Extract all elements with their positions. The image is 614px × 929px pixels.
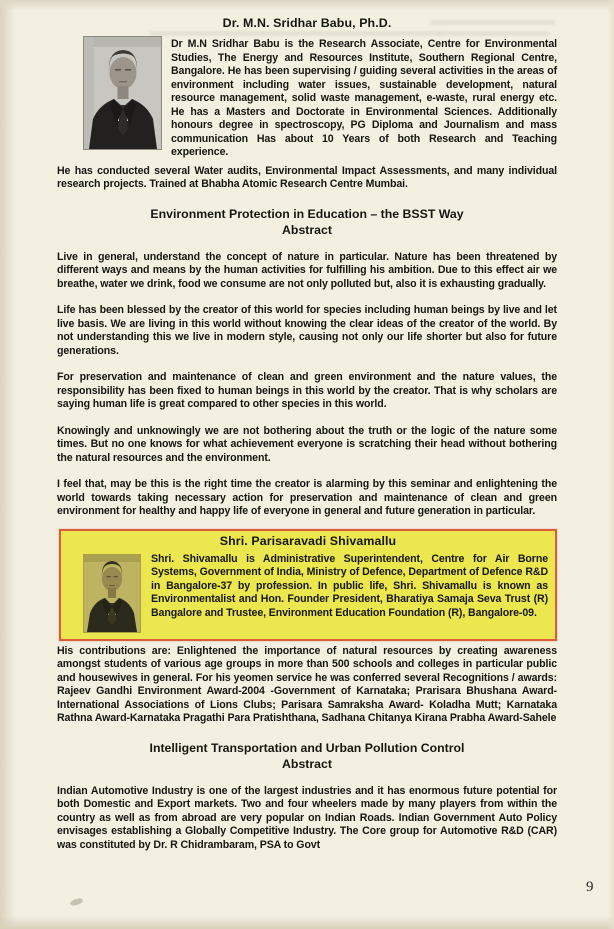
speaker2-contributions-text: His contributions are: Enlightened the importance of natural resources by creating awareness amongst students of various age groups in more than 500 schools and colleges in particular public and housewives in general. For his yeomen service he was conferred several Recognitions / awards: Rajeev Gandhi Environment Award-2004 -Government of Karnataka; Prarisara Bhushana Award-International Associations of Lions Clubs; Parisara Samraksha Award- Koladha Mutt; Karnataka Rathna Award-Karnataka Pragathi Para Pratishthana, Sadhana Chitanya Kirana Prabha Award-Sahele bbox=[57, 644, 557, 724]
abstract2-subtitle: Abstract bbox=[282, 756, 332, 771]
abstract1-title: Environment Protection in Education – the BSST Way bbox=[150, 206, 464, 221]
scan-edge-right bbox=[607, 0, 614, 929]
page-number: 9 bbox=[586, 879, 594, 895]
highlighted-bio-box bbox=[59, 529, 557, 641]
scan-smudge-artifact bbox=[69, 898, 83, 907]
abstract2-title: Intelligent Transportation and Urban Pollution Control bbox=[149, 740, 465, 755]
speaker1-bio-more-text: He has conducted several Water audits, Environmental Impact Assessments, and many individual research projects. Trained at Bhabha Atomic Research Centre Mumbai. bbox=[57, 164, 557, 190]
scan-edge-left bbox=[0, 0, 16, 929]
page-content bbox=[57, 16, 557, 852]
abstract1-paragraph-4: Knowingly and unknowingly we are not bothering about the truth or the logic of the nature some times. But no one knows for what achievement everyone is scratching their head without bothering the natural resources and the environment. bbox=[57, 424, 557, 464]
speaker1-bio-block bbox=[57, 36, 557, 160]
abstract1-subtitle: Abstract bbox=[282, 222, 332, 237]
speaker2-portrait-photo bbox=[83, 554, 141, 633]
abstract1-paragraph-2: Life has been blessed by the creator of this world for species including human beings by live and let live basis. We are living in this world without knowing the clear ideas of the creator of the world. By not understanding this we live in modern style, causing not only our life shorter but also for future generations. bbox=[57, 304, 557, 357]
man-in-suit-portrait-icon bbox=[84, 37, 161, 149]
man-in-suit-portrait-icon bbox=[84, 555, 140, 632]
scan-edge-bottom bbox=[0, 916, 614, 929]
abstract1-paragraph-5: I feel that, may be this is the right time the creator is alarming by this seminar and enlightening the world towards taking necessary action for preservation and maintenance of clean and green environment for healthy and happy life of everyone in general and future generation in particular. bbox=[57, 478, 557, 517]
speaker1-portrait-photo bbox=[83, 36, 162, 150]
speaker1-name-heading: Dr. M.N. Sridhar Babu, Ph.D. bbox=[222, 16, 392, 30]
speaker2-name-heading: Shri. Parisaravadi Shivamallu bbox=[219, 533, 397, 548]
abstract1-paragraph-1: Live in general, understand the concept of nature in particular. Nature has been threatened by different ways and means by the human activities for fulfilling his ambition. Due to this effect air we breathe, water we drink, food we consume are not only polluted but, also it is exhausting gradually. bbox=[57, 250, 557, 290]
speaker1-bio-text: Dr M.N Sridhar Babu is the Research Associate, Centre for Environmental Studies, The Energy and Resources Institute, Southern Regional Centre, Bangalore. He has been supervising / guiding several activities in the areas of environment including water issues, sustainable development, natural resource management, solid waste management, e-waste, rural energy etc. He has a Masters and Doctorate in Environmental Sciences. Additionally honours degree in spectroscopy, PG Diploma and Journalism and mass communication Has about 10 Years of both Research and Teaching experience. bbox=[171, 38, 557, 158]
scan-edge-top bbox=[0, 0, 614, 11]
abstract1-paragraph-3: For preservation and maintenance of clean and green environment and the nature values, the responsibility has been fixed to human beings in this world by the creator. That is why scholars are saying human life is great compared to other species in this world. bbox=[57, 371, 557, 410]
speaker2-bio-block bbox=[68, 553, 548, 633]
speaker2-bio-text: Shri. Shivamallu is Administrative Superintendent, Centre for Air Borne Systems, Government of India, Ministry of Defence, Department of Defence R&D in Bangalore-37 by profession. In public life, Shri. Shivamallu is known as Environmentalist and Hon. Founder President, Bharatiya Samaja Seva Trust (R) Bangalore and Trustee, Environment Education Foundation (R), Bangalore-09. bbox=[151, 552, 548, 619]
abstract2-paragraph-1: Indian Automotive Industry is one of the largest industries and it has enormous future potential for both Domestic and Export markets. Two and four wheelers made by many players from within the country as well as from abroad are very popular on Indian Roads. Indian Government Auto Policy envisages establishing a Globally Competitive Industry. The Core group for Automotive R&D (CAR) was constituted by Dr. R Chidrambaram, PSA to Govt bbox=[57, 784, 557, 851]
